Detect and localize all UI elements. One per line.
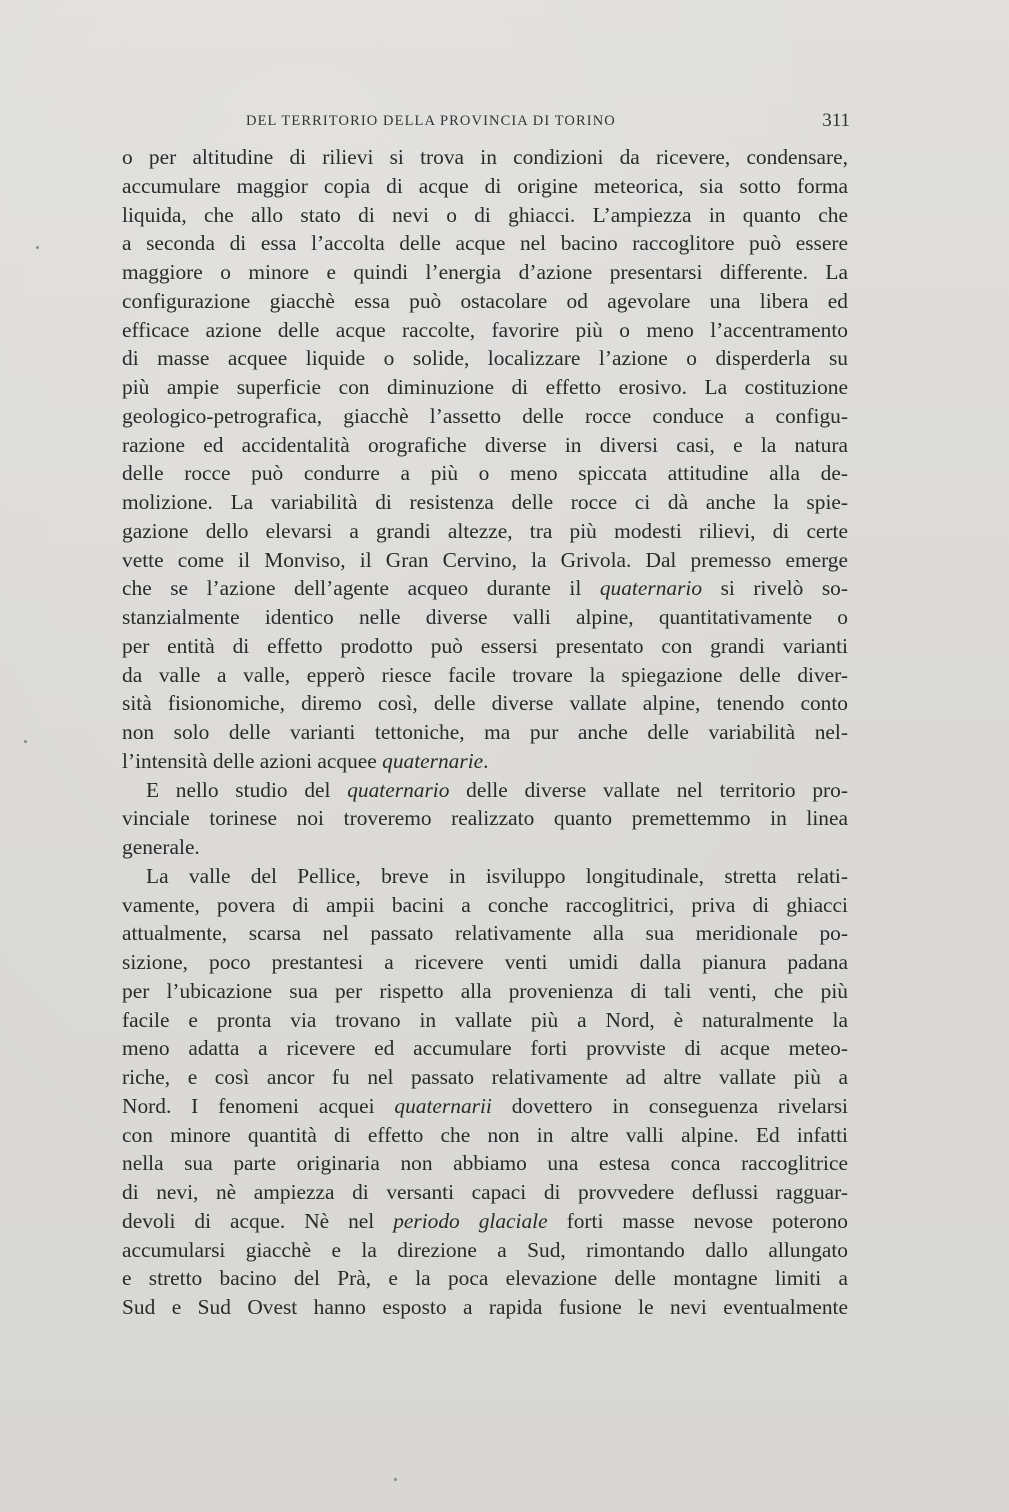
italic-term: quaternario bbox=[347, 777, 450, 802]
page-header bbox=[120, 110, 850, 137]
text-line: o per altitudine di rilievi si trova in condizioni da ricevere, condensare, bbox=[122, 145, 848, 169]
text-line: a seconda di essa l’accolta delle acque nel bacino raccoglitore può essere bbox=[122, 231, 848, 256]
italic-term: periodo glaciale bbox=[393, 1208, 548, 1233]
text-line: E nello studio del quaternario delle diverse vallate nel territorio pro- bbox=[146, 777, 848, 802]
text-line: delle rocce può condurre a più o meno spiccata attitudine alla de- bbox=[122, 461, 848, 486]
text-line: che se l’azione dell’agente acqueo durante il quaternario si rivelò so- bbox=[122, 576, 848, 601]
paper-speck bbox=[394, 1478, 397, 1481]
text-line: di nevi, nè ampiezza di versanti capaci di provvedere deflussi ragguar- bbox=[122, 1180, 848, 1204]
text-line: Sud e Sud Ovest hanno esposto a rapida fusione le nevi eventualmente bbox=[122, 1295, 848, 1319]
italic-term: quaternario bbox=[599, 576, 703, 601]
text-line: con minore quantità di effetto che non in altre valli alpine. Ed infatti bbox=[122, 1122, 848, 1147]
text-line: efficace azione delle acque raccolte, favorire più o meno l’accentramento bbox=[122, 317, 848, 342]
text-line: per entità di effetto prodotto può essersi presentato con grandi varianti bbox=[122, 633, 848, 658]
text-line: molizione. La variabilità di resistenza delle rocce ci dà anche la spie- bbox=[122, 490, 848, 514]
text-line: vamente, povera di ampii bacini a conche raccoglitrici, priva di ghiacci bbox=[122, 892, 848, 917]
text-line: La valle del Pellice, breve in isviluppo longitudinale, stretta relati- bbox=[146, 863, 848, 888]
text-line: attualmente, scarsa nel passato relativamente alla sua meridionale po- bbox=[122, 921, 848, 946]
text-line: accumularsi giacchè e la direzione a Sud, rimontando dallo allungato bbox=[122, 1237, 848, 1262]
text-line: facile e pronta via trovano in vallate più a Nord, è naturalmente la bbox=[122, 1007, 848, 1032]
text-line: riche, e così ancor fu nel passato relativamente ad altre vallate più a bbox=[122, 1065, 848, 1089]
text-line: nella sua parte originaria non abbiamo una estesa conca raccoglitrice bbox=[122, 1151, 848, 1176]
text-line: vette come il Monviso, il Gran Cervino, la Grivola. Dal premesso emerge bbox=[122, 547, 848, 572]
italic-term: quaternarii bbox=[394, 1093, 492, 1118]
paper-speck bbox=[36, 246, 39, 249]
text-line: per l’ubicazione sua per rispetto alla provenienza di tali venti, che più bbox=[122, 978, 848, 1003]
page-number: 311 bbox=[822, 110, 850, 131]
text-line: Nord. I fenomeni acquei quaternarii dovettero in conseguenza rivelarsi bbox=[122, 1093, 848, 1118]
italic-term: quaternarie bbox=[382, 748, 484, 773]
text-line: sizione, poco prestantesi a ricevere venti umidi dalla pianura padana bbox=[122, 950, 848, 974]
text-line: devoli di acque. Nè nel periodo glaciale forti masse nevose poterono bbox=[122, 1208, 848, 1233]
text-line: maggiore o minore e quindi l’energia d’azione presentarsi differente. La bbox=[122, 260, 848, 284]
text-line: configurazione giacchè essa può ostacolare od agevolare una libera ed bbox=[122, 288, 848, 313]
text-line: accumulare maggior copia di acque di origine meteorica, sia sotto forma bbox=[122, 173, 848, 198]
text-line: l’intensità delle azioni acquee quaternarie. bbox=[122, 748, 489, 773]
text-line: stanzialmente identico nelle diverse valli alpine, quantitativamente o bbox=[122, 605, 848, 629]
text-line: liquida, che allo stato di nevi o di ghiacci. L’ampiezza in quanto che bbox=[122, 202, 848, 227]
text-line: non solo delle varianti tettoniche, ma pur anche delle variabilità nel- bbox=[122, 720, 848, 744]
text-line: più ampie superficie con diminuzione di effetto erosivo. La costituzione bbox=[122, 375, 848, 399]
body-text bbox=[122, 143, 848, 1322]
running-head: DEL TERRITORIO DELLA PROVINCIA DI TORINO bbox=[246, 113, 616, 129]
text-line: vinciale torinese noi troveremo realizzato quanto premettemmo in linea bbox=[122, 806, 848, 831]
text-line: sità fisionomiche, diremo così, delle diverse vallate alpine, tenendo conto bbox=[122, 691, 848, 716]
text-line: razione ed accidentalità orografiche diverse in diversi casi, e la natura bbox=[122, 432, 848, 457]
text-line: di masse acquee liquide o solide, localizzare l’azione o disperderla su bbox=[122, 346, 848, 371]
text-line: e stretto bacino del Prà, e la poca elevazione delle montagne limiti a bbox=[122, 1266, 848, 1291]
text-line: meno adatta a ricevere ed accumulare forti provviste di acque meteo- bbox=[122, 1036, 848, 1061]
paper-speck bbox=[24, 740, 27, 743]
text-line: geologico-petrografica, giacchè l’assetto delle rocce conduce a configu- bbox=[122, 403, 848, 428]
text-line: generale. bbox=[122, 835, 200, 859]
text-line: da valle a valle, epperò riesce facile trovare la spiegazione delle diver- bbox=[122, 662, 848, 687]
text-line: gazione dello elevarsi a grandi altezze, tra più modesti rilievi, di certe bbox=[122, 518, 848, 543]
